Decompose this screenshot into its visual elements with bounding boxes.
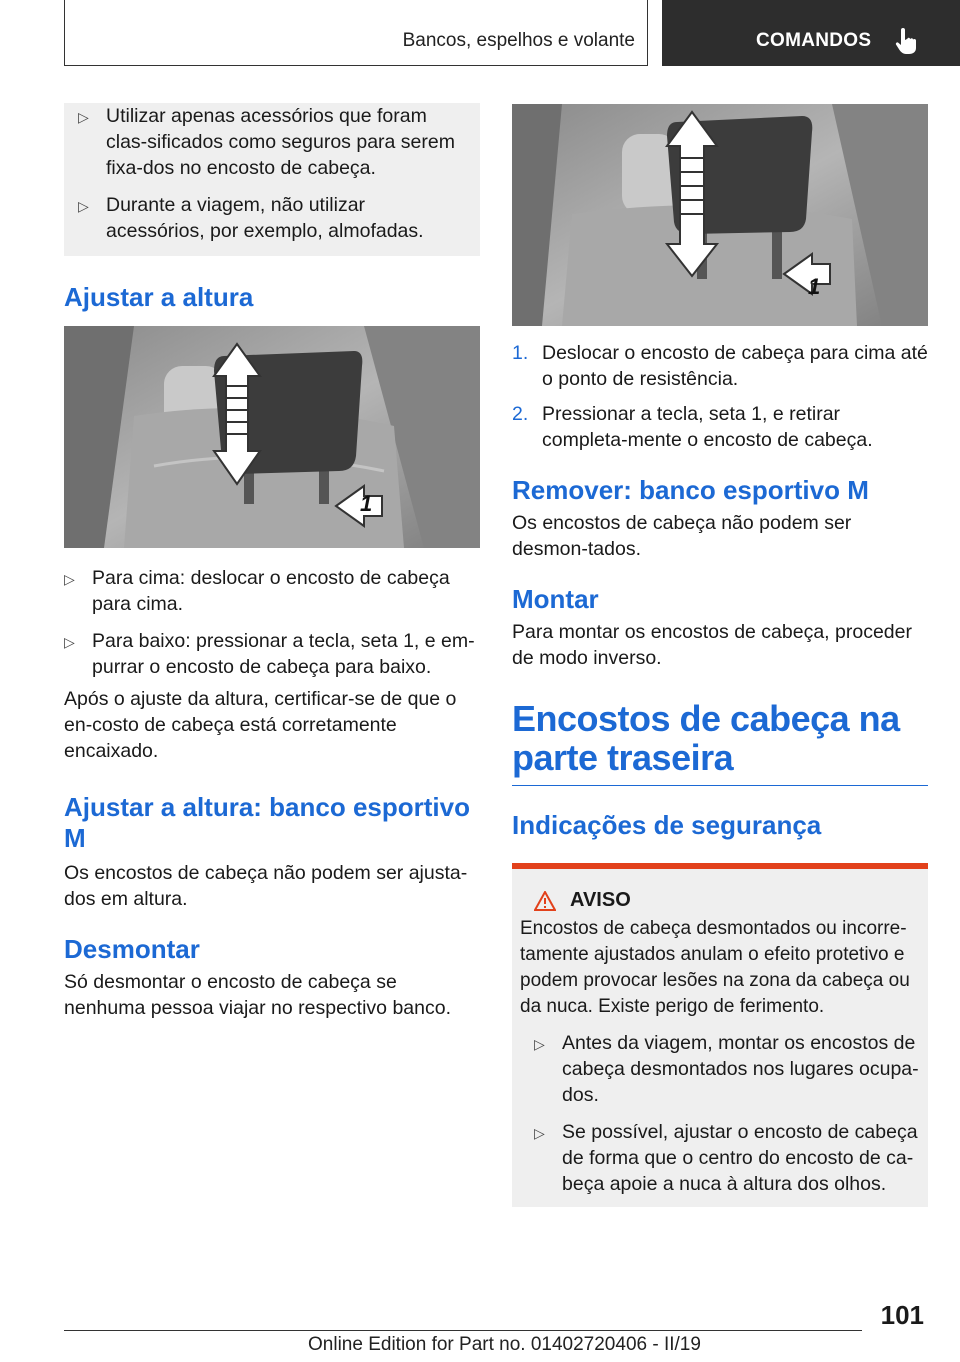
heading-safety: Indicações de segurança xyxy=(512,810,822,840)
list-item: ▷ Se possível, ajustar o encosto de cabeça de forma que o centro do encosto de ca-beça apoie a nuca à altura dos olhos. xyxy=(534,1121,918,1195)
list-item: 1. Deslocar o encosto de cabeça para cima até o ponto de resistência. xyxy=(512,342,928,390)
heading-rear-headrests: Encostos de cabeça na parte traseira xyxy=(512,698,900,778)
safety-infobox xyxy=(64,103,480,256)
heading-mount: Montar xyxy=(512,584,599,614)
mount-text: Para montar os encostos de cabeça, proceder de modo inverso. xyxy=(512,621,912,669)
triangle-bullet-icon: ▷ xyxy=(78,109,89,125)
warning-text: Encostos de cabeça desmontados ou incorre-tamente ajustados anulam o efeito protetivo e podem provocar lesões na zona da cabeça ou da nuca. Existe perigo de ferimento. xyxy=(520,918,910,1017)
removal-steps xyxy=(512,340,928,453)
triangle-bullet-icon: ▷ xyxy=(64,634,75,650)
triangle-bullet-icon: ▷ xyxy=(534,1125,545,1141)
warning-header xyxy=(520,889,920,912)
headrest-removal-figure xyxy=(512,104,928,326)
triangle-bullet-icon: ▷ xyxy=(64,571,75,587)
header-chapter-box xyxy=(64,0,648,66)
warning-box xyxy=(512,863,928,1207)
section-label: COMANDOS xyxy=(756,30,872,51)
headrest-adjust-figure xyxy=(64,326,480,548)
heading-remove: Desmontar xyxy=(64,934,200,964)
adjust-bullets xyxy=(64,565,480,680)
list-item: ▷ Para cima: deslocar o encosto de cabeça para cima. xyxy=(64,567,450,615)
figure-callout-label: 1 xyxy=(808,274,821,299)
adjust-m-text: Os encostos de cabeça não podem ser ajusta-dos em altura. xyxy=(64,862,468,910)
left-column xyxy=(64,103,480,1021)
headrest-illustration xyxy=(64,326,480,548)
section-divider xyxy=(512,785,928,786)
remove-text: Só desmontar o encosto de cabeça se nenhuma pessoa viajar no respectivo banco. xyxy=(64,971,451,1019)
warning-title: AVISO xyxy=(570,889,631,911)
list-item: ▷ Para baixo: pressionar a tecla, seta 1, e em-purrar o encosto de cabeça para baixo. xyxy=(64,630,475,678)
headrest-illustration xyxy=(512,104,928,326)
hand-pointer-icon xyxy=(894,26,922,56)
warning-triangle-icon xyxy=(534,891,556,911)
remove-m-text: Os encostos de cabeça não podem ser desmon-tados. xyxy=(512,512,852,560)
heading-adjust-height: Ajustar a altura xyxy=(64,282,254,312)
adjust-note: Após o ajuste da altura, certificar-se de que o en-costo de cabeça está corretamente encaixado. xyxy=(64,688,457,762)
page-number: 101 xyxy=(880,1300,924,1330)
footer-edition: Online Edition for Part no. 01402720406 - II/19 xyxy=(308,1334,701,1355)
heading-remove-m: Remover: banco esportivo M xyxy=(512,475,869,505)
list-item: 2. Pressionar a tecla, seta 1, e retirar completa-mente o encosto de cabeça. xyxy=(512,403,873,451)
heading-adjust-height-m: Ajustar a altura: banco esportivo M xyxy=(64,792,470,853)
footer-divider xyxy=(64,1330,862,1331)
figure-callout-label: 1 xyxy=(360,491,373,516)
chapter-title: Bancos, espelhos e volante xyxy=(402,30,635,51)
right-column xyxy=(512,104,928,1207)
list-item: ▷ Durante a viagem, não utilizar acessórios, por exemplo, almofadas. xyxy=(78,194,424,242)
list-item: ▷ Antes da viagem, montar os encostos de cabeça desmontados nos lugares ocupa-dos. xyxy=(534,1032,919,1106)
triangle-bullet-icon: ▷ xyxy=(534,1036,545,1052)
list-item: ▷ Utilizar apenas acessórios que foram clas-sificados como seguros para serem fixa-dos no encosto de cabeça. xyxy=(78,105,455,179)
warning-bullets xyxy=(520,1030,920,1197)
triangle-bullet-icon: ▷ xyxy=(78,198,89,214)
header-section-box[interactable] xyxy=(662,0,960,66)
